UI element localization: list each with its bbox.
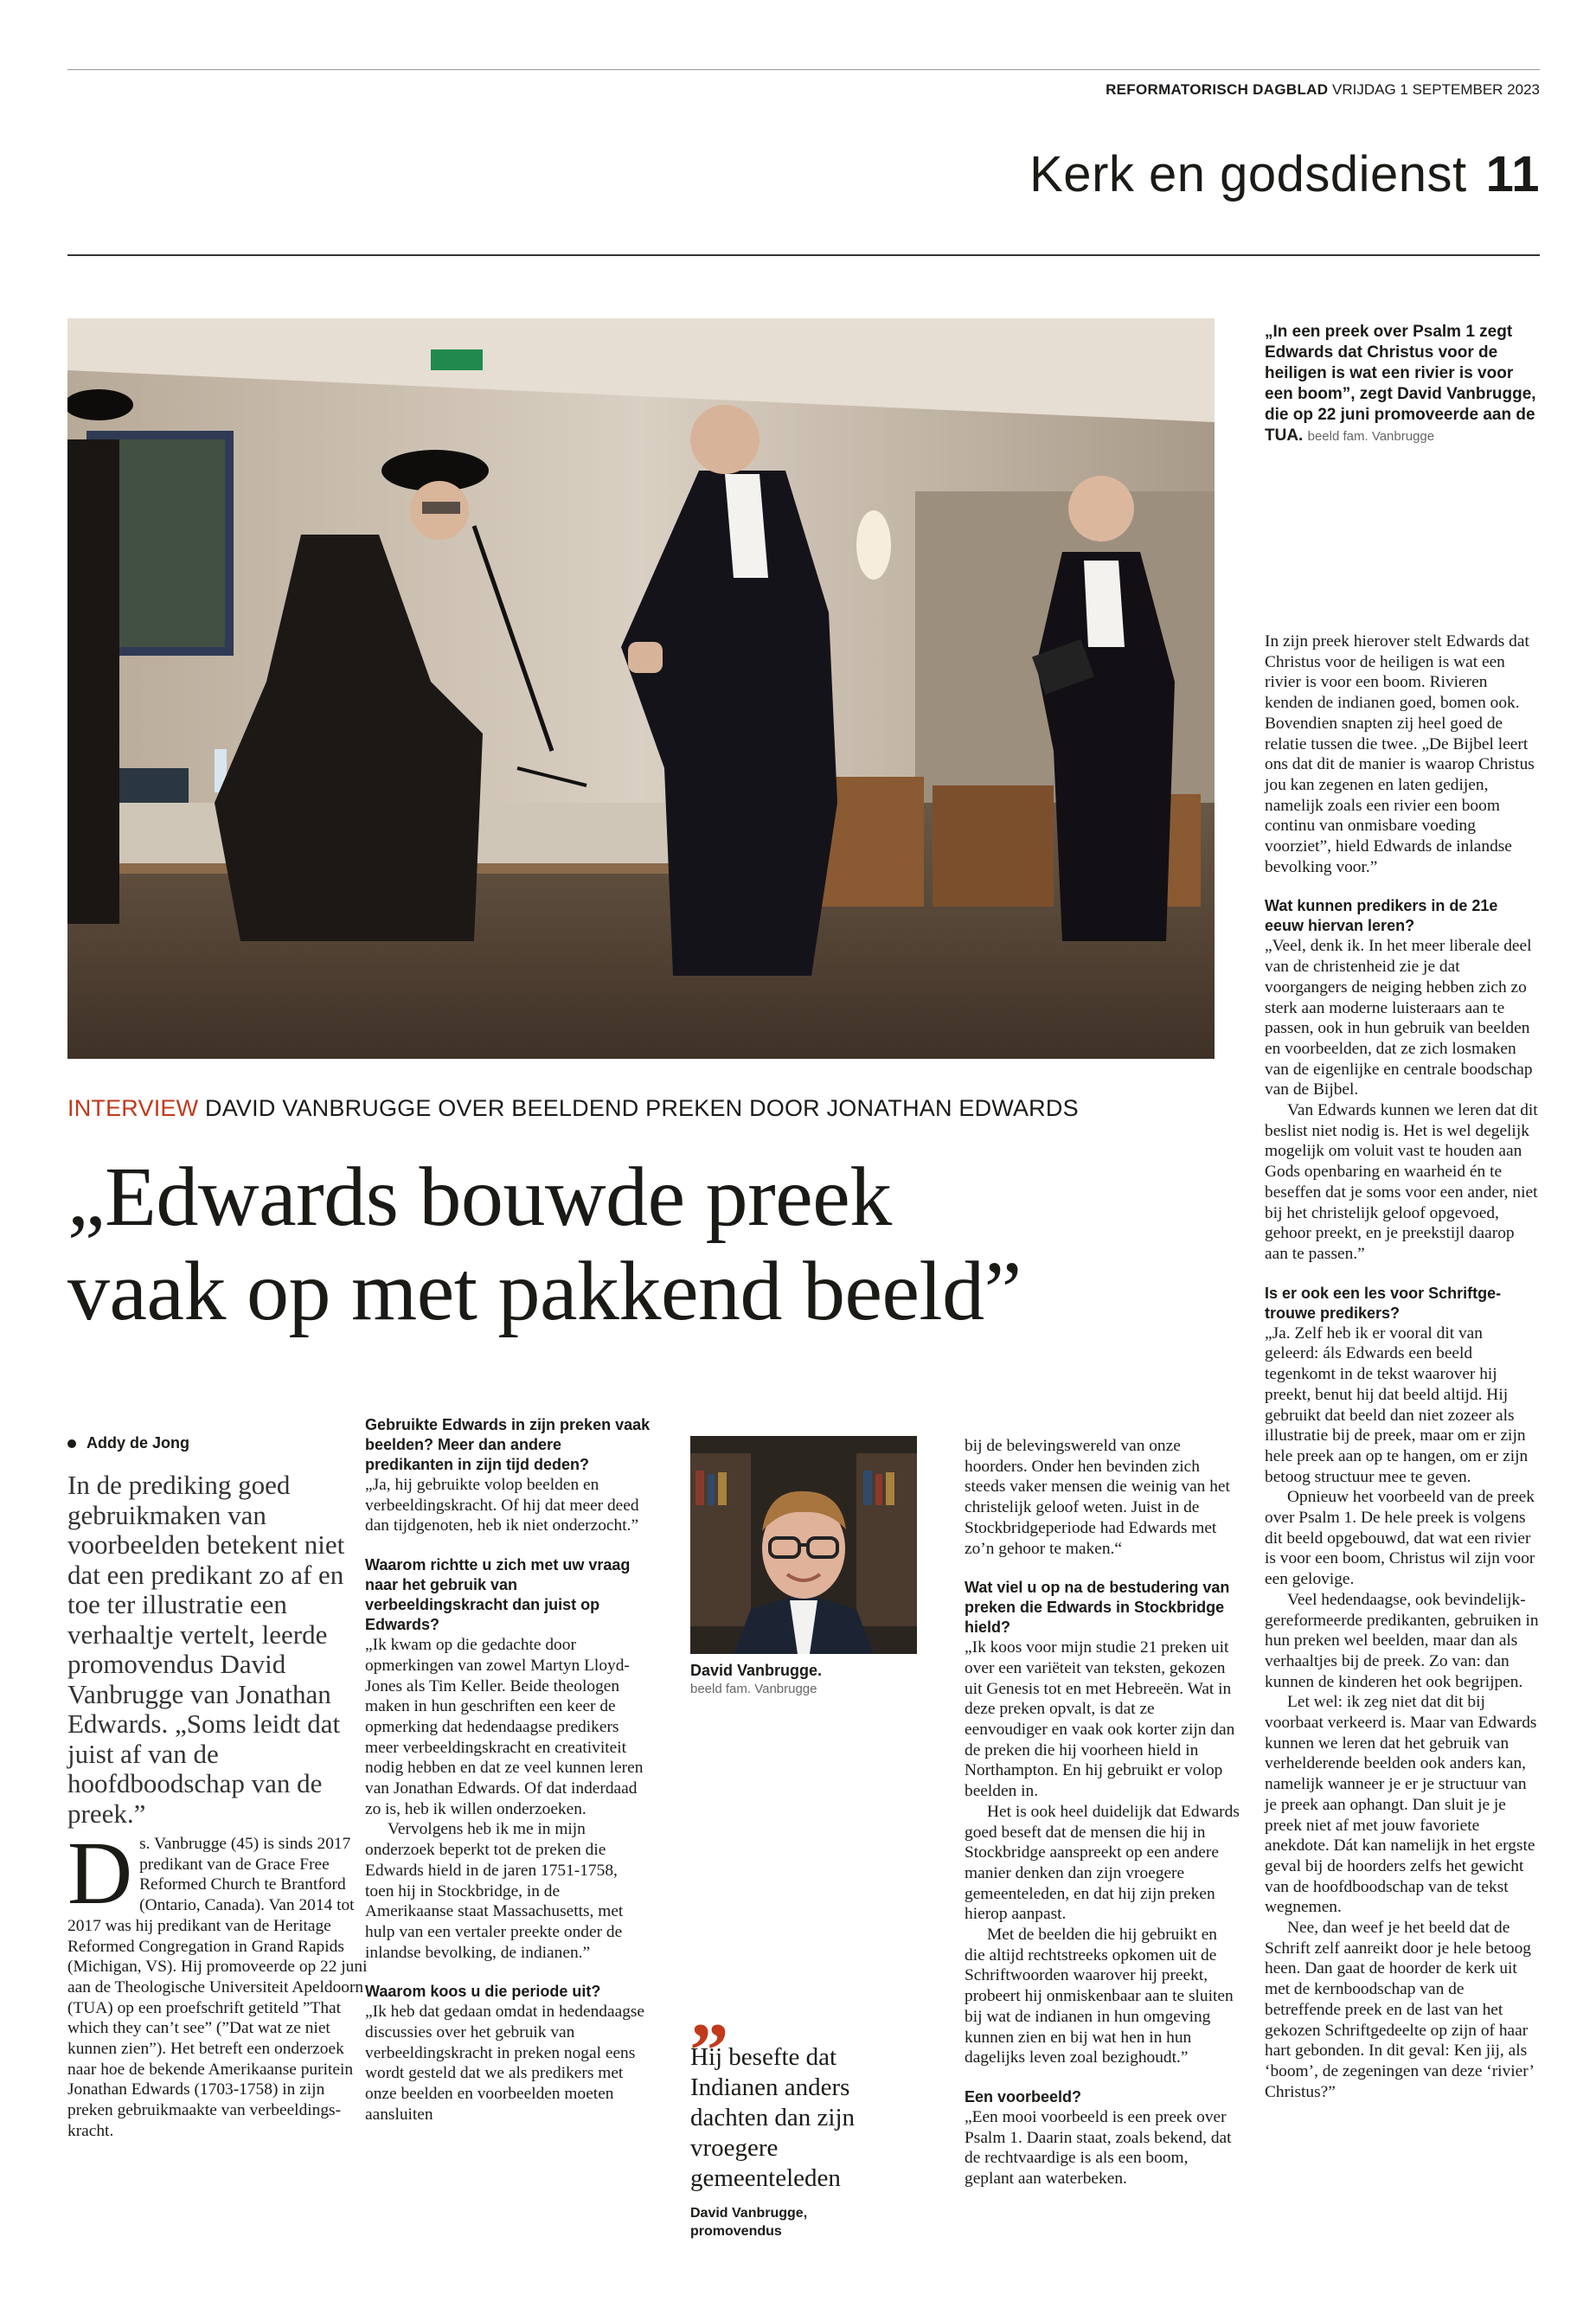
quote-mark-icon: „ [690,1968,729,2054]
paragraph: Opnieuw het voorbeeld van de preek over Psalm 1. De hele preek is volgens dit beeld opgebouwd, dat wat een rivier is voor een boom, Christus wil zijn voor een gelovige. [1265,1488,1535,1589]
paragraph: bij de belevingswereld van onze hoorders. Onder hen bevinden zich steeds vaker mensen die weinig van het christelijk geloof weten. Juist in de Stockbridgeperiode had Edwards met zo’n gehoor te maken.“ [965,1437,1230,1558]
photo-caption-text: „In een preek over Psalm 1 zegt Edwards dat Christus voor de heiligen is wat een rivier is voor een boom”, zegt David Vanbrugge, die op 22 juni promoveerde aan de TUA. [1265,323,1536,445]
paragraph: Van Edwards kunnen we leren dat dit beslist niet nodig is. Het is wel degelijk mogelijk om voluit vast te houden aan Gods openbaring en waarheid én te beseffen dat je soms voor een ander, niet bij het christelijk geloof opgevoed, gehoor preekt, en je preekstijl daarop aan te passen.” [1265,1101,1538,1263]
section-header [1029,145,1540,203]
paragraph: „Ik heb dat gedaan omdat in hedendaagse discussies over het gebruik van verbeeldingskracht in preken nogal eens wordt gesteld dat we als predikers met onze beelden en voorbeelden moeten aansluiten [365,2003,645,2124]
pull-quote [690,1968,898,2240]
interview-question: Gebruikte Edwards in zijn preken vaak beelden? Meer dan andere predikanten in zijn tijd deden? [365,1416,651,1473]
interview-question: Wat viel u op na de bestudering van preken die Edwards in Stockbridge hield? [965,1579,1230,1637]
interview-question: Een voorbeeld? [965,2087,1082,2106]
main-photo [67,318,1215,1059]
paragraph: In zijn preek hierover stelt Edwards dat Christus voor de heiligen is wat een rivier is voor een boom. Rivieren kenden de indianen goed, bomen ook. Bovendien snapten zij heel goed de relatie tussen die twee. „De Bijbel leert ons dat dit de manier is waarop Christus jou kan zegenen en laten gedijen, namelijk zoals een rivier een boom continu van onmisbare voeding voorziet”, hield Edwards de inlandse bevolking voor.” [1265,632,1535,876]
pull-quote-name: David Vanbrugge, [690,2206,808,2221]
headline [67,1150,1244,1339]
paragraph: „Ik kwam op die gedachte door opmerkingen van zowel Martyn Lloyd-Jones als Tim Keller. Beide theologen maken in hun geschriften een keer de opmerking dat hedendaagse predikers meer verbeeldingskracht en creativiteit nodig hebben en dat ze veel kunnen leren van Jonathan Edwards. Of dat inderdaad zo is, heb ik willen onderzoeken. [365,1636,644,1818]
pull-quote-attribution [690,2204,898,2240]
pull-quote-text: Hij besefte dat Indianen anders dachten dan zijn vroegere gemeenteleden [690,2043,856,2192]
masthead [67,81,1540,99]
paragraph: Vervolgens heb ik me in mijn onderzoek beperkt tot de preken die Edwards hield in de jaren 1751-1758, toen hij in Stockbridge, in de Amerikaanse staat Massachusetts, met hulp van een vertaler preekte onder de inlandse bevolking, de indianen.” [365,1820,624,1962]
headline-line-1: „Edwards bouwde preek [67,1150,892,1244]
pull-quote-role: promovendus [690,2224,782,2239]
section-rule [67,254,1540,256]
paragraph: Veel hedendaagse, ook bevindelijk-gereformeerde predikanten, gebruiken in hun preken wel beelden, maar dan als verhaaltjes bij de preek. Zo van: dan kunnen de kinderen het ook begrijpen. [1265,1590,1539,1691]
kicker-text: DAVID VANBRUGGE OVER BEELDEND PREKEN DOOR JONATHAN EDWARDS [205,1095,1079,1121]
intro-text: s. Vanbrugge (45) is sinds 2017 predikant van de Grace Free Reformed Church te Brantford (Ontario, Canada). Van 2014 tot 2017 was hij predikant van de Heritage Reformed Congregation in Grand Rapids (Michigan, VS). Hij promoveerde op 22 juni aan de Theologische Universiteit Apeldoorn (TUA) op een proefschrift getiteld ”That which they can’t see” (”Dat wat ze niet kunnen zien”). Het betreft een onderzoek naar hoe de bekende Amerikaanse puritein Jonathan Edwards (1703-1758) in zijn preken gebruikmaakte van verbeeldingskracht. [67,1835,368,2140]
interview-question: Wat kunnen predikers in de 21e eeuw hiervan leren? [1265,897,1498,935]
headline-line-2: vaak op met pakkend beeld” [67,1245,1022,1338]
top-rule [67,69,1540,70]
section-title: Kerk en godsdienst [1029,146,1467,202]
intro-paragraph [67,1823,369,2142]
portrait-illustration [690,1436,917,1654]
column-1 [67,1823,369,2142]
photo-caption [1265,322,1542,447]
issue-date: VRIJDAG 1 SEPTEMBER 2023 [1332,81,1540,98]
portrait-caption [690,1661,917,1699]
kicker-label: INTERVIEW [67,1095,199,1121]
promotion-ceremony-illustration [67,318,1215,1059]
lead-paragraph: In de prediking goed gebruikmaken van voorbeelden betekent niet dat een predikant zo af en toe ter illustratie een verhaaltje vertelt, leerde promovendus David Vanbrugge van Jonathan Edwards. „Soms leidt dat juist af van de hoofdboodschap van de preek.” [67,1470,345,1829]
paragraph: „Ja, hij gebruikte volop beelden en verbeeldingskracht. Of hij dat meer deed dan tijdgenoten, heb ik niet onderzocht.” [365,1476,639,1535]
interview-question: Waarom koos u die periode uit? [365,1983,601,2001]
column-5 [1265,631,1540,2102]
drop-cap: D [67,1823,133,1923]
bullet-icon [67,1439,76,1448]
paragraph: „Ja. Zelf heb ik er vooral dit van geleerd: áls Edwards een beeld tegenkomt in de tekst waarover hij preekt, benut hij dat beeld altijd. Hij gebruikt dat beeld dan niet zozeer als illustratie bij de preek, maar om er zijn hele preek aan op te hangen, om er zijn betoog structuur mee te geven. [1265,1324,1529,1486]
portrait-caption-name: David Vanbrugge. [690,1662,823,1679]
paragraph: „Veel, denk ik. In het meer liberale deel van de christenheid zie je dat voorgangers de neiging hebben zich zo sterk aan moderne luisteraars aan te passen, ook in hun gebruik van beelden en voorbeelden, dat ze zich losmaken van de eigenlijke en centrale boodschap van de Bijbel. [1265,937,1533,1099]
column-4 [965,1436,1241,2189]
author-name: Addy de Jong [87,1434,190,1452]
newspaper-name: REFORMATORISCH DAGBLAD [1106,81,1329,98]
portrait-credit: beeld fam. Vanbrugge [690,1682,817,1696]
page-number: 11 [1485,146,1540,202]
paragraph: Het is ook heel duidelijk dat Edwards goed beseft dat de mensen die hij in Stockbridge aanspreekt op een andere manier denken dan zijn vroegere gemeenteleden, en dat hij zijn preken hierop aanpast. [965,1802,1240,1924]
photo-credit: beeld fam. Vanbrugge [1307,429,1435,444]
paragraph: „Een mooi voorbeeld is een preek over Psalm 1. Daarin staat, zoals bekend, dat de rechtvaardige is als een boom, geplant aan waterbeken. [965,2107,1232,2189]
kicker [67,1095,1079,1122]
column-2 [365,1415,651,2125]
paragraph: Nee, dan weef je het beeld dat de Schrift zelf aanreikt door je hele betoog heen. Dan gaat de hoorder de kerk uit met de kernboodschap van de betreffende preek en de last van het gekozen Schriftgedeelte op zijn of haar hart gebonden. In dit geval: Ken jij, als ‘boom’, de zegeningen van deze ‘rivier’ Christus?” [1265,1919,1534,2101]
paragraph: Met de beelden die hij gebruikt en die altijd rechtstreeks opkomen uit de Schriftwoorden waarover hij preekt, probeert hij onmiskenbaar aan te sluiten bij wat de indianen in hun omgeving kunnen zien en bij wat hen in hun dagelijks leven zoal bezighoudt.” [965,1926,1234,2067]
interview-question: Is er ook een les voor Schriftgetrouwe predikers? [1265,1284,1502,1322]
author-byline [67,1434,189,1452]
interview-question: Waarom richtte u zich met uw vraag naar het gebruik van verbeeldingskracht dan juist op Edwards? [365,1556,631,1634]
paragraph: Let wel: ik zeg niet dat dit bij voorbaat verkeerd is. Maar van Edwards kunnen we leren dat het gebruik van verhelderende beelden ook anders kan, namelijk wanneer je er je structuur van je preek aan ophangt. Dan sluit je je preek niet af met jouw favoriete anekdote. Dát kan namelijk in het ergste geval bij de hoorders zelfs het gewicht van de hoofdboodschap van de tekst wegnemen. [1265,1693,1537,1917]
paragraph: „Ik koos voor mijn studie 21 preken uit over een variëteit van teksten, gekozen uit Genesis tot en met Hebreeën. Wat in deze preken opvalt, is dat ze eenvoudiger en vaak ook korter zijn dan de preken die hij voorheen hield in Northampton. En hij gebruikt er volop beelden in. [965,1638,1235,1801]
portrait-photo [690,1436,917,1654]
